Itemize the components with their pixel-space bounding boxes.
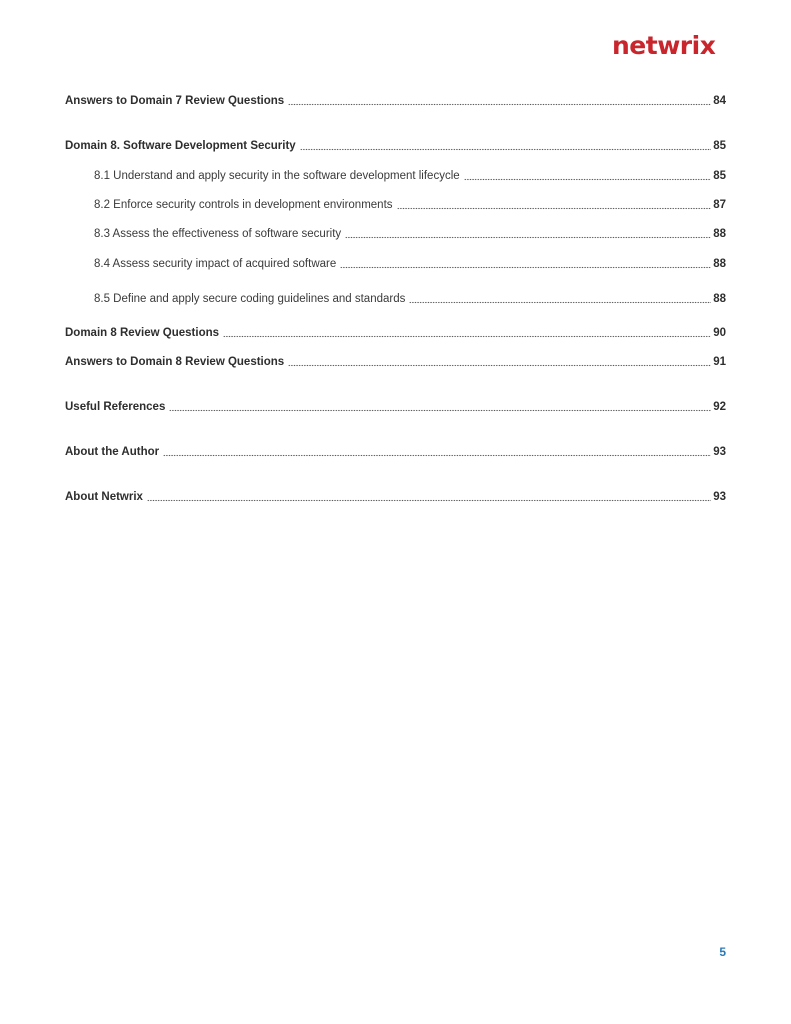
toc-entry-about-netwrix[interactable] (65, 489, 726, 505)
toc-entry-title: 8.3 Assess the effectiveness of software security (94, 228, 342, 240)
toc-entry-8-2[interactable] (94, 197, 726, 213)
toc-entry-title: About Netwrix (65, 491, 143, 503)
toc-entry-domain-8-review[interactable] (65, 325, 726, 341)
toc-dot-leader (397, 206, 712, 210)
toc-dot-leader (300, 147, 712, 151)
toc-dot-leader (147, 498, 711, 502)
toc-entry-title: About the Author (65, 446, 160, 458)
toc-entry-8-5[interactable] (94, 291, 726, 307)
toc-entry-title: 8.2 Enforce security controls in development environments (94, 199, 393, 211)
toc-entry-page: 85 (713, 140, 726, 152)
toc-entry-page: 91 (713, 356, 726, 368)
toc-entry-page: 87 (713, 199, 726, 211)
toc-entry-domain-8[interactable] (65, 138, 726, 154)
toc-entry-page: 84 (713, 95, 726, 107)
toc-entry-page: 93 (713, 491, 726, 503)
toc-dot-leader (345, 235, 711, 239)
toc-entry-page: 85 (713, 170, 726, 182)
toc-entry-page: 88 (713, 228, 726, 240)
netwrix-logo (612, 30, 715, 62)
toc-dot-leader (288, 363, 711, 367)
toc-entry-title: 8.1 Understand and apply security in the software development lifecycle (94, 170, 460, 182)
toc-entry-title: Answers to Domain 8 Review Questions (65, 356, 285, 368)
toc-entry-title: 8.5 Define and apply secure coding guidelines and standards (94, 293, 406, 305)
toc-entry-about-author[interactable] (65, 444, 726, 460)
toc-entry-answers-domain-7[interactable] (65, 93, 726, 109)
toc-dot-leader (288, 102, 711, 106)
page-number: 5 (719, 945, 726, 959)
toc-entry-page: 90 (713, 327, 726, 339)
toc-entry-title: Answers to Domain 7 Review Questions (65, 95, 285, 107)
toc-dot-leader (169, 408, 711, 412)
toc-entry-8-1[interactable] (94, 168, 726, 184)
toc-dot-leader (409, 300, 711, 304)
toc-entry-page: 88 (713, 293, 726, 305)
toc-entry-8-3[interactable] (94, 226, 726, 242)
toc-dot-leader (340, 265, 711, 269)
toc-entry-8-4[interactable] (94, 256, 726, 272)
toc-dot-leader (223, 334, 711, 338)
toc-entry-title: Useful References (65, 401, 166, 413)
toc-entry-page: 88 (713, 258, 726, 270)
toc-dot-leader (163, 453, 711, 457)
toc-entry-answers-domain-8[interactable] (65, 354, 726, 370)
toc-entry-title: 8.4 Assess security impact of acquired software (94, 258, 337, 270)
toc-entry-title: Domain 8. Software Development Security (65, 140, 296, 152)
toc-entry-useful-references[interactable] (65, 399, 726, 415)
toc-dot-leader (464, 177, 712, 181)
logo-wordmark: netwrix (612, 31, 716, 60)
toc-entry-page: 93 (713, 446, 726, 458)
toc-entry-page: 92 (713, 401, 726, 413)
toc-entry-title: Domain 8 Review Questions (65, 327, 220, 339)
